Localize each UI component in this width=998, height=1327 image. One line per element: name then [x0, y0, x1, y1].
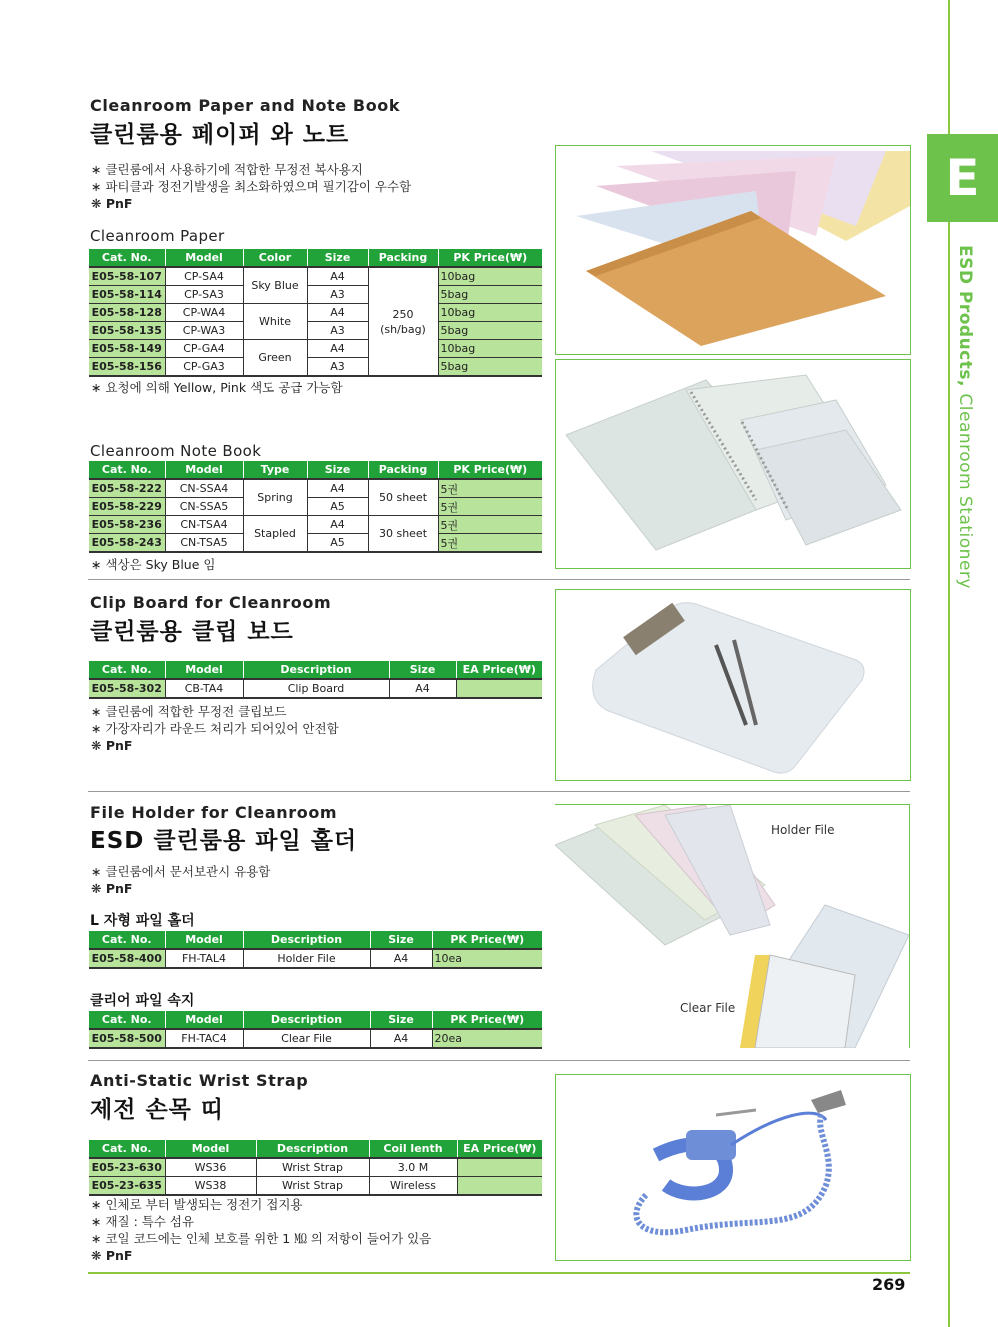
- file-section-title: File Holder for Cleanroom: [90, 803, 338, 822]
- table-row: E05-58-500 FH-TAC4 Clear File A4 20ea: [89, 1029, 542, 1048]
- l-holder-subtitle: L 자형 파일 홀더: [90, 913, 195, 929]
- table-row: E05-58-128 CP-WA4 White A4 10bag: [89, 304, 542, 322]
- table-row: E05-58-114 CP-SA3 A3 5bag: [89, 286, 542, 304]
- paper-subtitle: Cleanroom Paper: [90, 227, 225, 245]
- paper-section-title-kr: 클린룸용 페이퍼 와 노트: [90, 122, 350, 148]
- section-divider: [88, 579, 910, 580]
- paper-photo: [555, 145, 911, 355]
- clipboard-photo: [555, 589, 911, 781]
- table-row: E05-58-302 CB-TA4 Clip Board A4: [89, 679, 542, 698]
- paper-stack-image: [556, 146, 910, 354]
- wrist-strap-photo: [555, 1074, 911, 1261]
- file-bullets: ∗ 클린룸에서 문서보관시 유용함 ❋ PnF: [91, 864, 271, 896]
- strap-section-title-kr: 제전 손목 띠: [90, 1097, 225, 1123]
- strap-bullets: ∗ 인체로 부터 발생되는 정전기 접지용 ∗ 재질 : 특수 섬유 ∗ 코일 코드에는 인체 보호를 위한 1 ㏁ 의 저항이 들어가 있음 ❋ PnF: [91, 1197, 432, 1263]
- clipboard-table: Cat. No. Model Description Size EA Price(₩) E05-58-302 CB-TA4 Clip Board A4: [89, 661, 542, 699]
- clipboard-section-title: Clip Board for Cleanroom: [90, 593, 332, 612]
- clear-file-label: Clear File: [680, 1001, 736, 1015]
- notebook-table: Cat. No. Model Type Size Packing PK Price(₩) E05-58-222 CN-SSA4 Spring A4 50 sheet 5권 E05-58-229 CN-SSA5 A5 5권 E05-58-236 CN-TSA4 Stapled A4 30 sheet 5권 E05-58-243 CN-TSA5 A5 5권: [89, 461, 542, 553]
- file-section-title-kr: ESD 클린룸용 파일 홀더: [90, 828, 358, 854]
- notebook-note: ∗ 색상은 Sky Blue 임: [91, 557, 216, 572]
- paper-section-title: Cleanroom Paper and Note Book: [90, 96, 401, 115]
- paper-table: Cat. No. Model Color Size Packing PK Price(₩) E05-58-107 CP-SA4 Sky Blue A4 250 (sh/bag) 10bag E05-58-114 CP-SA3 A3 5bag E05-58-128 CP-WA4 White A4 10bag E05-58-135 CP-WA3 A3 5bag E05-58-149 CP-GA4 Green A4 10bag E05-58-156 CP-GA3 A3 5bag: [89, 249, 542, 377]
- strap-section-title: Anti-Static Wrist Strap: [90, 1071, 309, 1090]
- clipboard-image: [556, 590, 910, 780]
- notebook-stack-image: [556, 360, 910, 568]
- section-divider: [88, 791, 910, 792]
- clear-file-table: Cat. No. Model Description Size PK Price(₩) E05-58-500 FH-TAC4 Clear File A4 20ea: [89, 1011, 542, 1049]
- paper-bullets: ∗ 클린룸에서 사용하기에 적합한 무정전 복사용지 ∗ 파티클과 정전기발생을 최소화하였으며 필기감이 우수함 ❋ PnF: [91, 162, 412, 211]
- table-row: E05-58-236 CN-TSA4 Stapled A4 30 sheet 5권: [89, 516, 542, 534]
- section-divider: [88, 1060, 910, 1061]
- bottom-rule: [88, 1272, 910, 1274]
- table-row: E05-23-630 WS36 Wrist Strap 3.0 M: [89, 1158, 542, 1177]
- section-tab-letter: E: [927, 134, 998, 222]
- paper-note: ∗ 요청에 의해 Yellow, Pink 색도 공급 가능함: [91, 380, 343, 395]
- table-row: E05-58-229 CN-SSA5 A5 5권: [89, 498, 542, 516]
- table-row: E05-58-107 CP-SA4 Sky Blue A4 250 (sh/bag) 10bag: [89, 267, 542, 286]
- notebook-subtitle: Cleanroom Note Book: [90, 442, 262, 460]
- clear-file-subtitle: 클리어 파일 속지: [90, 993, 195, 1009]
- clipboard-bullets: ∗ 클린룸에 적합한 무정전 클립보드 ∗ 가장자리가 라운드 처리가 되어있어 안전함 ❋ PnF: [91, 704, 339, 753]
- table-row: E05-58-135 CP-WA3 A3 5bag: [89, 322, 542, 340]
- table-row: E05-58-243 CN-TSA5 A5 5권: [89, 534, 542, 553]
- strap-table: Cat. No. Model Description Coil lenth EA Price(₩) E05-23-630 WS36 Wrist Strap 3.0 M E05-23-635 WS38 Wrist Strap Wireless: [89, 1140, 542, 1196]
- clipboard-section-title-kr: 클린룸용 클립 보드: [90, 619, 294, 645]
- notebook-photo: [555, 359, 911, 569]
- l-holder-table: Cat. No. Model Description Size PK Price(₩) E05-58-400 FH-TAL4 Holder File A4 10ea: [89, 931, 542, 969]
- table-row: E05-58-149 CP-GA4 Green A4 10bag: [89, 340, 542, 358]
- table-row: E05-58-156 CP-GA3 A3 5bag: [89, 358, 542, 377]
- section-side-title: ESD Products, Cleanroom Stationery: [955, 245, 975, 589]
- table-row: E05-58-222 CN-SSA4 Spring A4 50 sheet 5권: [89, 479, 542, 498]
- page-number: 269: [872, 1275, 906, 1294]
- table-row: E05-58-400 FH-TAL4 Holder File A4 10ea: [89, 949, 542, 968]
- table-row: E05-23-635 WS38 Wrist Strap Wireless: [89, 1177, 542, 1196]
- wrist-strap-image: [556, 1075, 910, 1260]
- holder-file-label: Holder File: [771, 823, 835, 837]
